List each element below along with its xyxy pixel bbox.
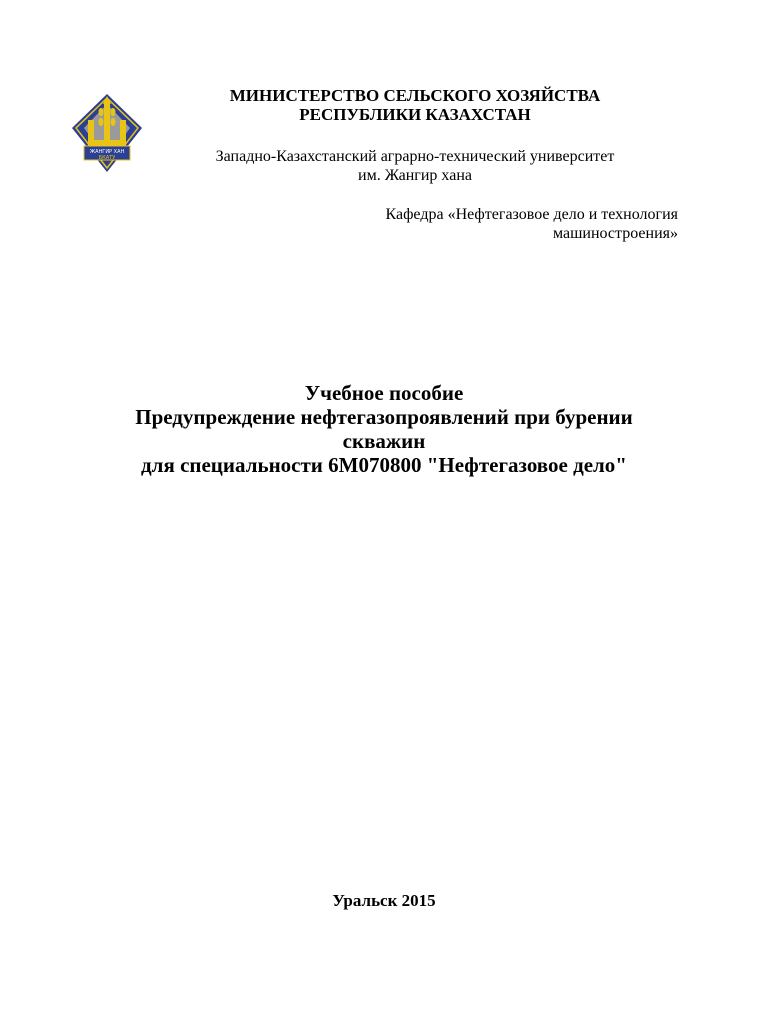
ministry-line-1: МИНИСТЕРСТВО СЕЛЬСКОГО ХОЗЯЙСТВА	[229, 86, 601, 105]
title-line-4: для специальности 6М070800 "Нефтегазовое дело"	[141, 453, 627, 477]
document-title	[60, 381, 708, 477]
title-line-3: скважин	[342, 429, 426, 453]
city-year: Уральск 2015	[332, 891, 436, 910]
department-line-2: машиностроения»	[552, 225, 678, 242]
title-line-2: Предупреждение нефтегазопроявлений при бурении	[135, 405, 633, 429]
logo-text-bottom: БКАТУ	[98, 155, 116, 161]
university-emblem-icon	[70, 92, 144, 174]
logo-text-top: ЖАНГИР ХАН	[89, 149, 125, 155]
ministry-header	[160, 86, 670, 124]
title-line-1: Учебное пособие	[304, 381, 464, 405]
university-logo	[70, 92, 144, 174]
university-line-2: им. Жангир хана	[358, 167, 472, 184]
department-line-1: Кафедра «Нефтегазовое дело и технология	[385, 206, 678, 223]
university-name	[160, 147, 670, 185]
department-name	[300, 205, 678, 243]
ministry-line-2: РЕСПУБЛИКИ КАЗАХСТАН	[299, 105, 531, 124]
university-line-1: Западно-Казахстанский аграрно-технический университет	[215, 148, 615, 165]
